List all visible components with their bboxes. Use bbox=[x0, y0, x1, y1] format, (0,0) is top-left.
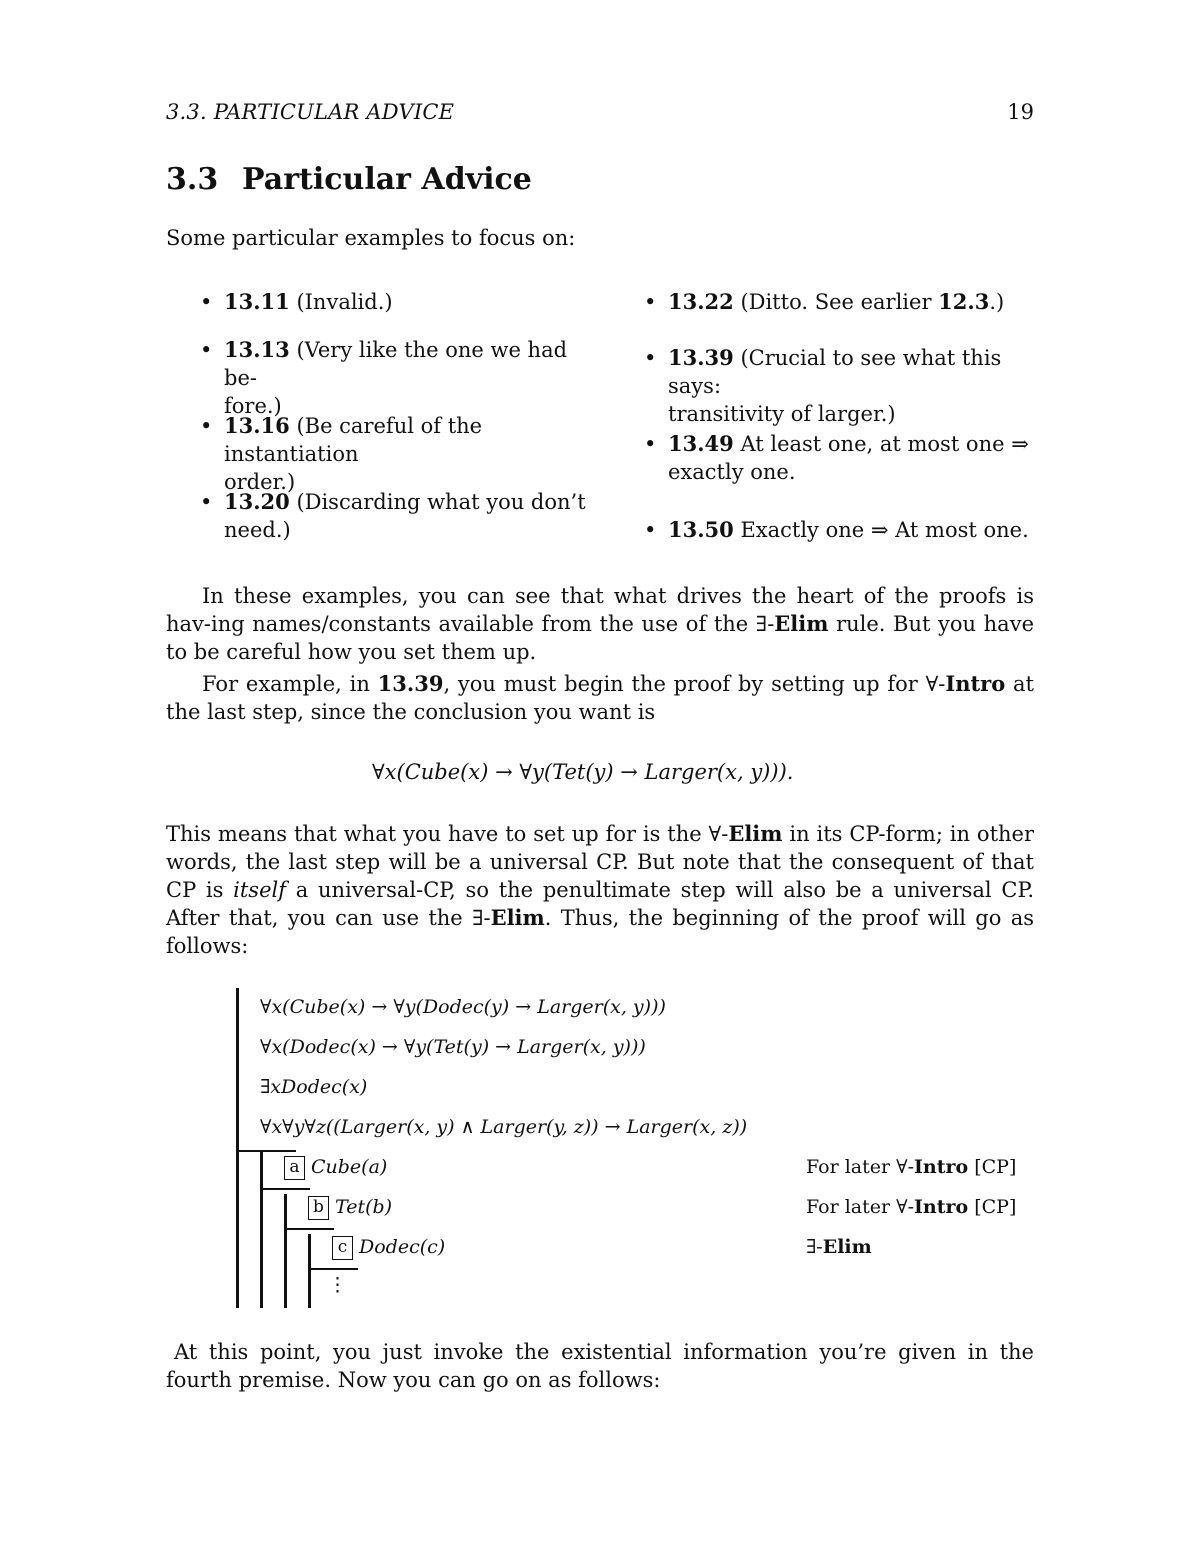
example-text-cont: exactly one. bbox=[668, 460, 796, 484]
paragraph-1 bbox=[166, 582, 1034, 666]
para-text: a universal-CP, so the penultimate step will also be a universal CP. After that, you can use the ∃- bbox=[166, 878, 1034, 930]
section-heading bbox=[166, 162, 532, 197]
premise-line: ∃xDodec(x) bbox=[260, 1076, 368, 1098]
assumption-line-b bbox=[308, 1196, 392, 1220]
assumption-formula: Dodec(c) bbox=[359, 1236, 446, 1258]
example-text: (Ditto. See earlier bbox=[733, 290, 939, 314]
para-text: , you must begin the proof by setting up for ∀- bbox=[443, 672, 946, 696]
rule-name: Elim bbox=[490, 905, 545, 930]
bullet: • bbox=[200, 338, 213, 362]
paragraph-2 bbox=[166, 670, 1034, 726]
just-text: ∃- bbox=[806, 1236, 823, 1258]
example-text: Exactly one ⇒ At most one. bbox=[733, 518, 1029, 542]
boxed-constant: c bbox=[332, 1236, 353, 1260]
assumption-line-c bbox=[332, 1236, 445, 1260]
assumption-formula: Cube(a) bbox=[311, 1156, 388, 1178]
example-number: 13.50 bbox=[668, 517, 734, 542]
bullet: • bbox=[644, 432, 657, 456]
bullet: • bbox=[200, 290, 213, 314]
example-number: 13.49 bbox=[668, 431, 734, 456]
para-text: at the last step, since the conclusion you want is bbox=[166, 672, 1034, 724]
example-number: 13.16 bbox=[224, 413, 290, 438]
justification-c bbox=[806, 1236, 872, 1258]
subproof-bar-b bbox=[284, 1194, 287, 1308]
examples-right-column bbox=[610, 288, 1050, 558]
example-text-cont: need.) bbox=[224, 518, 291, 542]
ellipsis: ⋮ bbox=[328, 1274, 347, 1296]
premise-separator bbox=[236, 1150, 296, 1152]
paragraph-3 bbox=[166, 820, 1034, 960]
section-number: 3.3 bbox=[166, 162, 219, 197]
proof-main-bar bbox=[236, 988, 239, 1308]
rule-name: Elim bbox=[774, 611, 829, 636]
example-text: At least one, at most one ⇒ bbox=[733, 432, 1029, 456]
para-text: in its CP-form; in other words, the last step will be a universal CP. But note that the consequent of that CP is bbox=[166, 822, 1035, 902]
justification-a bbox=[806, 1156, 1016, 1178]
example-tail: .) bbox=[989, 290, 1005, 314]
para-text: For example, in bbox=[202, 672, 378, 696]
para-text: rule. But you have to be careful how you set them up. bbox=[166, 612, 1034, 664]
subproof-bar-c bbox=[308, 1234, 311, 1308]
example-number: 13.20 bbox=[224, 489, 290, 514]
subproof-separator-a bbox=[260, 1188, 310, 1190]
example-number: 13.11 bbox=[224, 289, 290, 314]
bullet: • bbox=[644, 346, 657, 370]
example-item-13-22 bbox=[610, 288, 1050, 316]
section-title: Particular Advice bbox=[242, 162, 532, 197]
just-text: [CP] bbox=[968, 1156, 1017, 1178]
premise-line: ∀x∀y∀z((Larger(x, y) ∧ Larger(y, z)) → Larger(x, z)) bbox=[260, 1116, 748, 1138]
example-item-13-16 bbox=[166, 412, 606, 496]
example-text-cont: fore.) bbox=[224, 394, 282, 418]
boxed-constant: b bbox=[308, 1196, 329, 1220]
assumption-formula: Tet(b) bbox=[335, 1196, 393, 1218]
page-number: 19 bbox=[1007, 100, 1034, 124]
example-item-13-39 bbox=[610, 344, 1050, 428]
rule-name: Intro bbox=[914, 1196, 969, 1218]
emphasis: itself bbox=[233, 878, 287, 902]
para-text: In these examples, you can see that what drives the heart of the proofs is hav-ing names/constants available from the use of the ∃- bbox=[166, 584, 1034, 636]
example-text: (Very like the one we had be- bbox=[224, 338, 568, 390]
example-text: (Invalid.) bbox=[289, 290, 393, 314]
example-text-cont: order.) bbox=[224, 470, 296, 494]
running-header: 3.3. PARTICULAR ADVICE bbox=[166, 100, 455, 124]
display-formula: ∀x(Cube(x) → ∀y(Tet(y) → Larger(x, y))). bbox=[372, 760, 794, 784]
example-item-13-13 bbox=[166, 336, 606, 420]
example-text-cont: transitivity of larger.) bbox=[668, 402, 896, 426]
example-text: (Discarding what you don’t bbox=[289, 490, 586, 514]
just-text: For later ∀- bbox=[806, 1196, 914, 1218]
bullet: • bbox=[644, 290, 657, 314]
bullet: • bbox=[200, 490, 213, 514]
rule-name: Intro bbox=[945, 671, 1006, 696]
premise-line: ∀x(Dodec(x) → ∀y(Tet(y) → Larger(x, y))) bbox=[260, 1036, 646, 1058]
examples-left-column bbox=[166, 288, 606, 558]
rule-name: Elim bbox=[728, 821, 783, 846]
para-text: This means that what you have to set up for is the ∀- bbox=[166, 822, 729, 846]
paragraph-4: At this point, you just invoke the existential information you’re given in the fourth premise. Now you can go on as follows: bbox=[166, 1340, 1034, 1392]
just-text: [CP] bbox=[968, 1196, 1017, 1218]
subproof-bar-a bbox=[260, 1152, 263, 1308]
bullet: • bbox=[644, 518, 657, 542]
exercise-ref: 13.39 bbox=[377, 671, 444, 696]
subproof-separator-b bbox=[284, 1228, 334, 1230]
para-text: . Thus, the beginning of the proof will go as follows: bbox=[166, 906, 1034, 958]
intro-text: Some particular examples to focus on: bbox=[166, 226, 576, 250]
just-text: For later ∀- bbox=[806, 1156, 914, 1178]
example-item-13-50 bbox=[610, 516, 1050, 544]
subproof-separator-c bbox=[308, 1268, 358, 1270]
example-text: (Crucial to see what this says: bbox=[668, 346, 1002, 398]
example-ref: 12.3 bbox=[938, 289, 990, 314]
rule-name: Intro bbox=[914, 1156, 969, 1178]
example-number: 13.22 bbox=[668, 289, 734, 314]
premise-line: ∀x(Cube(x) → ∀y(Dodec(y) → Larger(x, y))) bbox=[260, 996, 666, 1018]
justification-b bbox=[806, 1196, 1016, 1218]
example-item-13-20 bbox=[166, 488, 606, 544]
example-number: 13.13 bbox=[224, 337, 290, 362]
example-number: 13.39 bbox=[668, 345, 734, 370]
rule-name: Elim bbox=[822, 1236, 872, 1258]
boxed-constant: a bbox=[284, 1156, 305, 1180]
assumption-line-a bbox=[284, 1156, 387, 1180]
example-item-13-11 bbox=[166, 288, 606, 316]
example-text: (Be careful of the instantiation bbox=[224, 414, 483, 466]
example-item-13-49 bbox=[610, 430, 1050, 486]
bullet: • bbox=[200, 414, 213, 438]
